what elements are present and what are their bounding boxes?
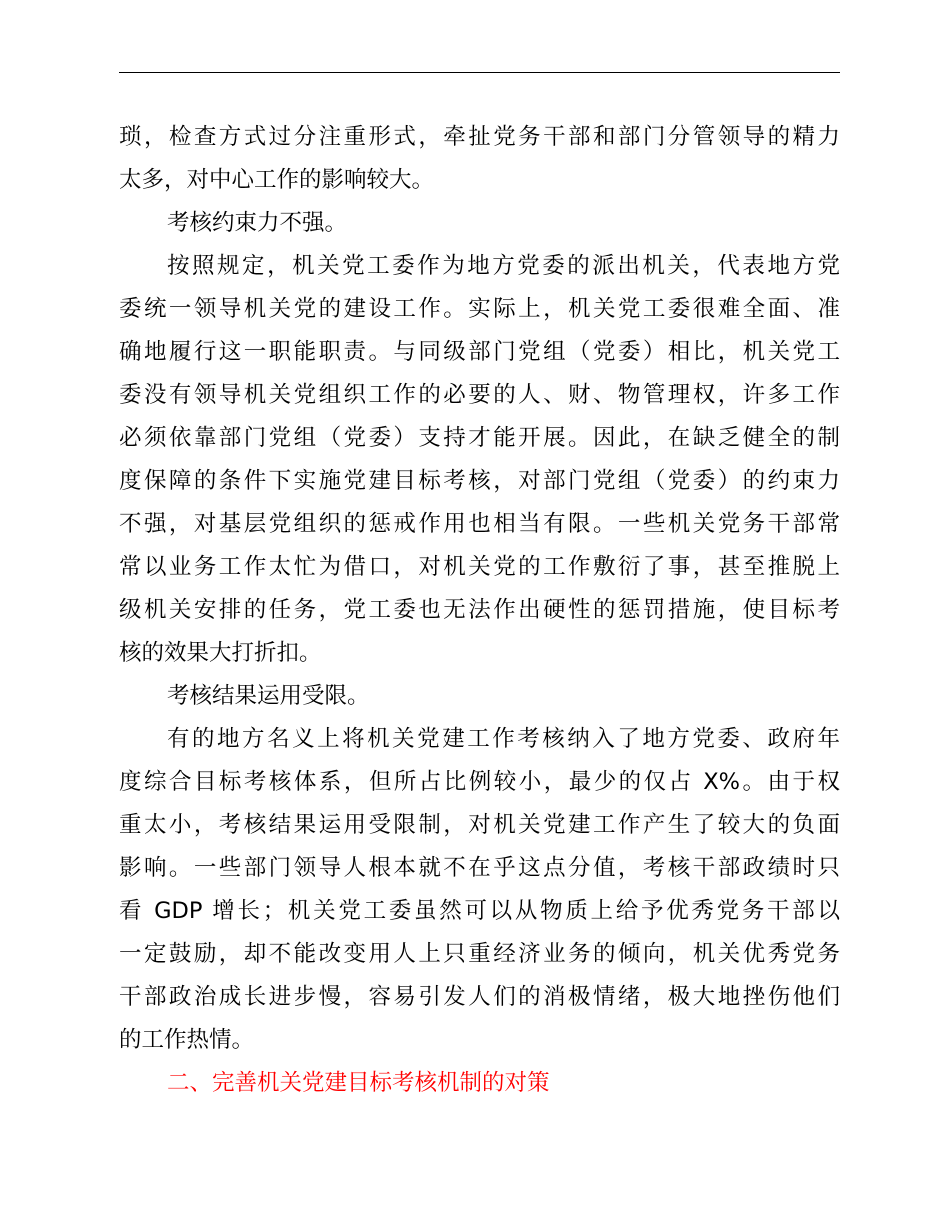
text-line: 委没有领导机关党组织工作的必要的人、财、物管理权，许多工作 <box>119 382 840 408</box>
text-line: 重太小，考核结果运用受限制，对机关党建工作产生了较大的负面 <box>119 812 840 838</box>
document-body <box>119 116 840 1105</box>
text-line: 影响。一些部门领导人根本就不在乎这点分值，考核干部政绩时只 <box>119 855 840 881</box>
text-line: 度保障的条件下实施党建目标考核，对部门党组（党委）的约束力 <box>119 468 840 494</box>
text-line: 太多，对中心工作的影响较大。 <box>119 167 435 193</box>
text-line: 有的地方名义上将机关党建工作考核纳入了地方党委、政府年 <box>167 726 840 752</box>
text-line: 按照规定，机关党工委作为地方党委的派出机关，代表地方党 <box>167 253 840 279</box>
text-line: 委统一领导机关党的建设工作。实际上，机关党工委很难全面、准 <box>119 296 840 322</box>
text-line: 考核结果运用受限。 <box>167 683 370 709</box>
text-line: 干部政治成长进步慢，容易引发人们的消极情绪，极大地挫伤他们 <box>119 984 840 1010</box>
text-line: 琐，检查方式过分注重形式，牵扯党务干部和部门分管领导的精力 <box>119 124 840 150</box>
text-line: 度综合目标考核体系，但所占比例较小，最少的仅占 X%。由于权 <box>119 769 840 795</box>
text-line: 必须依靠部门党组（党委）支持才能开展。因此，在缺乏健全的制 <box>119 425 840 451</box>
text-line: 不强，对基层党组织的惩戒作用也相当有限。一些机关党务干部常 <box>119 511 840 537</box>
paragraph-continuation <box>119 116 840 202</box>
paragraph-results-body <box>119 718 840 1062</box>
text-line: 一定鼓励，却不能改变用人上只重经济业务的倾向，机关优秀党务 <box>119 941 840 967</box>
text-line: 考核约束力不强。 <box>167 210 348 236</box>
subheading-constraint <box>119 202 840 245</box>
text-line: 级机关安排的任务，党工委也无法作出硬性的惩罚措施，使目标考 <box>119 597 840 623</box>
text-line: 看 GDP 增长；机关党工委虽然可以从物质上给予优秀党务干部以 <box>119 898 840 924</box>
text-line: 的工作热情。 <box>119 1027 255 1053</box>
text-line: 核的效果大打折扣。 <box>119 640 322 666</box>
section-heading <box>119 1062 840 1105</box>
paragraph-constraint-body <box>119 245 840 675</box>
text-line: 确地履行这一职能职责。与同级部门党组（党委）相比，机关党工 <box>119 339 840 365</box>
header-rule <box>119 72 840 73</box>
heading-line: 二、完善机关党建目标考核机制的对策 <box>167 1070 550 1096</box>
subheading-results <box>119 675 840 718</box>
text-line: 常以业务工作太忙为借口，对机关党的工作敷衍了事，甚至推脱上 <box>119 554 840 580</box>
